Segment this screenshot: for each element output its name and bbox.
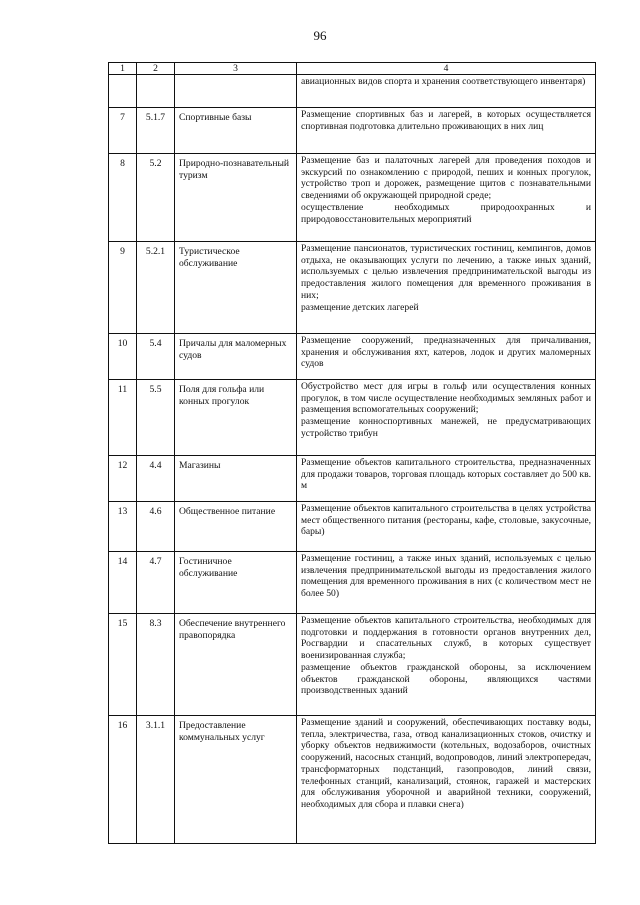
- continuation-paragraph: авиационных видов спорта и хранения соответствующего инвентаря): [301, 76, 586, 88]
- table-row: [109, 614, 596, 716]
- row-description: [297, 456, 596, 502]
- row-description: [297, 154, 596, 242]
- description-paragraph: Размещение баз и палаточных лагерей для проведения походов и экскурсий по ознакомлению с природой, пеших и конных прогулок, устройство троп и дорожек, размещение щитов с познавательными сведениями об окружающей природной среде;: [301, 155, 591, 202]
- table-row: [109, 380, 596, 456]
- continuation-code: [137, 75, 175, 108]
- description-paragraph: размещение объектов гражданской обороны, за исключением объектов гражданской обороны, являющихся частями производственных зданий: [301, 661, 591, 697]
- table-row: [109, 334, 596, 380]
- row-name: Гостиничное обслуживание: [175, 552, 297, 614]
- continuation-row: [109, 75, 596, 108]
- row-code: 8.3: [137, 614, 175, 716]
- header-col-4: 4: [297, 63, 596, 75]
- table-row: [109, 108, 596, 154]
- header-col-2: 2: [137, 63, 175, 75]
- description-paragraph: размещение конноспортивных манежей, не предусматривающих устройство трибун: [301, 416, 591, 439]
- table-row: [109, 242, 596, 334]
- description-paragraph: Размещение объектов капитального строительства, необходимых для подготовки и поддержания в готовности органов внутренних дел, Росгвардии и спасательных служб, в которых существует военизированная служба;: [301, 615, 591, 662]
- table-row: [109, 552, 596, 614]
- row-name: Туристическое обслуживание: [175, 242, 297, 334]
- header-row: [109, 63, 596, 75]
- row-description: [297, 552, 596, 614]
- row-code: 5.5: [137, 380, 175, 456]
- row-description: [297, 502, 596, 552]
- description-paragraph: Размещение сооружений, предназначенных для причаливания, хранения и обслуживания яхт, катеров, лодок и других маломерных судов: [301, 335, 591, 370]
- row-description: [297, 614, 596, 716]
- row-description: [297, 716, 596, 844]
- row-name: Причалы для маломерных судов: [175, 334, 297, 380]
- row-code: 3.1.1: [137, 716, 175, 844]
- row-number: 8: [109, 154, 137, 242]
- row-number: 13: [109, 502, 137, 552]
- row-code: 4.7: [137, 552, 175, 614]
- row-number: 9: [109, 242, 137, 334]
- row-name: Природно-познавательный туризм: [175, 154, 297, 242]
- row-code: 4.6: [137, 502, 175, 552]
- row-code: 5.4: [137, 334, 175, 380]
- table-row: [109, 502, 596, 552]
- row-number: 10: [109, 334, 137, 380]
- description-paragraph: осуществление необходимых природоохранных и природовосстановительных мероприятий: [301, 201, 591, 225]
- page-number: 96: [313, 28, 327, 43]
- table-row: [109, 456, 596, 502]
- table-row: [109, 716, 596, 844]
- land-use-table: [108, 62, 596, 844]
- continuation-name: [175, 75, 297, 108]
- row-description: [297, 334, 596, 380]
- row-code: 5.1.7: [137, 108, 175, 154]
- description-paragraph: Размещение объектов капитального строительства в целях устройства мест общественного питания (рестораны, кафе, столовые, закусочные, бары): [301, 503, 591, 538]
- row-name: Общественное питание: [175, 502, 297, 552]
- description-paragraph: Размещение спортивных баз и лагерей, в которых осуществляется спортивная подготовка длительно проживающих в них лиц: [301, 109, 591, 132]
- row-number: 16: [109, 716, 137, 844]
- row-name: Обеспечение внутреннего правопорядка: [175, 614, 297, 716]
- continuation-num: [109, 75, 137, 108]
- table-row: [109, 154, 596, 242]
- row-description: [297, 380, 596, 456]
- row-description: [297, 108, 596, 154]
- row-number: 7: [109, 108, 137, 154]
- description-paragraph: Размещение пансионатов, туристических гостиниц, кемпингов, домов отдыха, не оказывающих услуги по лечению, а также иных зданий, используемых с целью извлечения предпринимательской выгоды из предоставления жилого помещения для временного проживания в них;: [301, 243, 591, 301]
- row-number: 15: [109, 614, 137, 716]
- description-paragraph: Размещение зданий и сооружений, обеспечивающих поставку воды, тепла, электричества, газа, отвод канализационных стоков, очистку и уборку объектов недвижимости (котельных, водозаборов, очистных сооружений, насосных станций, водопроводов, линий электропередач, трансформаторных подстанций, газопроводов, линий связи, телефонных станций, канализаций, стоянок, гаражей и мастерских для обслуживания уборочной и аварийной техники, сооружений, необходимых для сбора и плавки снега): [301, 717, 591, 810]
- header-col-1: 1: [109, 63, 137, 75]
- row-code: 5.2: [137, 154, 175, 242]
- row-name: Спортивные базы: [175, 108, 297, 154]
- row-name: Предоставление коммунальных услуг: [175, 716, 297, 844]
- row-number: 11: [109, 380, 137, 456]
- header-col-3: 3: [175, 63, 297, 75]
- description-paragraph: размещение детских лагерей: [301, 301, 419, 313]
- row-name: Поля для гольфа или конных прогулок: [175, 380, 297, 456]
- description-paragraph: Размещение объектов капитального строительства, предназначенных для продажи товаров, торговая площадь которых составляет до 500 кв. м: [301, 457, 591, 492]
- row-name: Магазины: [175, 456, 297, 502]
- row-number: 14: [109, 552, 137, 614]
- description-paragraph: Размещение гостиниц, а также иных зданий, используемых с целью извлечения предпринимательской выгоды из предоставления жилого помещения для временного проживания в них (с количеством мест не более 50): [301, 553, 591, 600]
- row-number: 12: [109, 456, 137, 502]
- row-description: [297, 242, 596, 334]
- continuation-text: [297, 75, 596, 108]
- description-paragraph: Обустройство мест для игры в гольф или осуществления конных прогулок, в том числе осуществление необходимых земляных работ и размещения вспомогательных сооружений;: [301, 381, 591, 416]
- row-code: 5.2.1: [137, 242, 175, 334]
- row-code: 4.4: [137, 456, 175, 502]
